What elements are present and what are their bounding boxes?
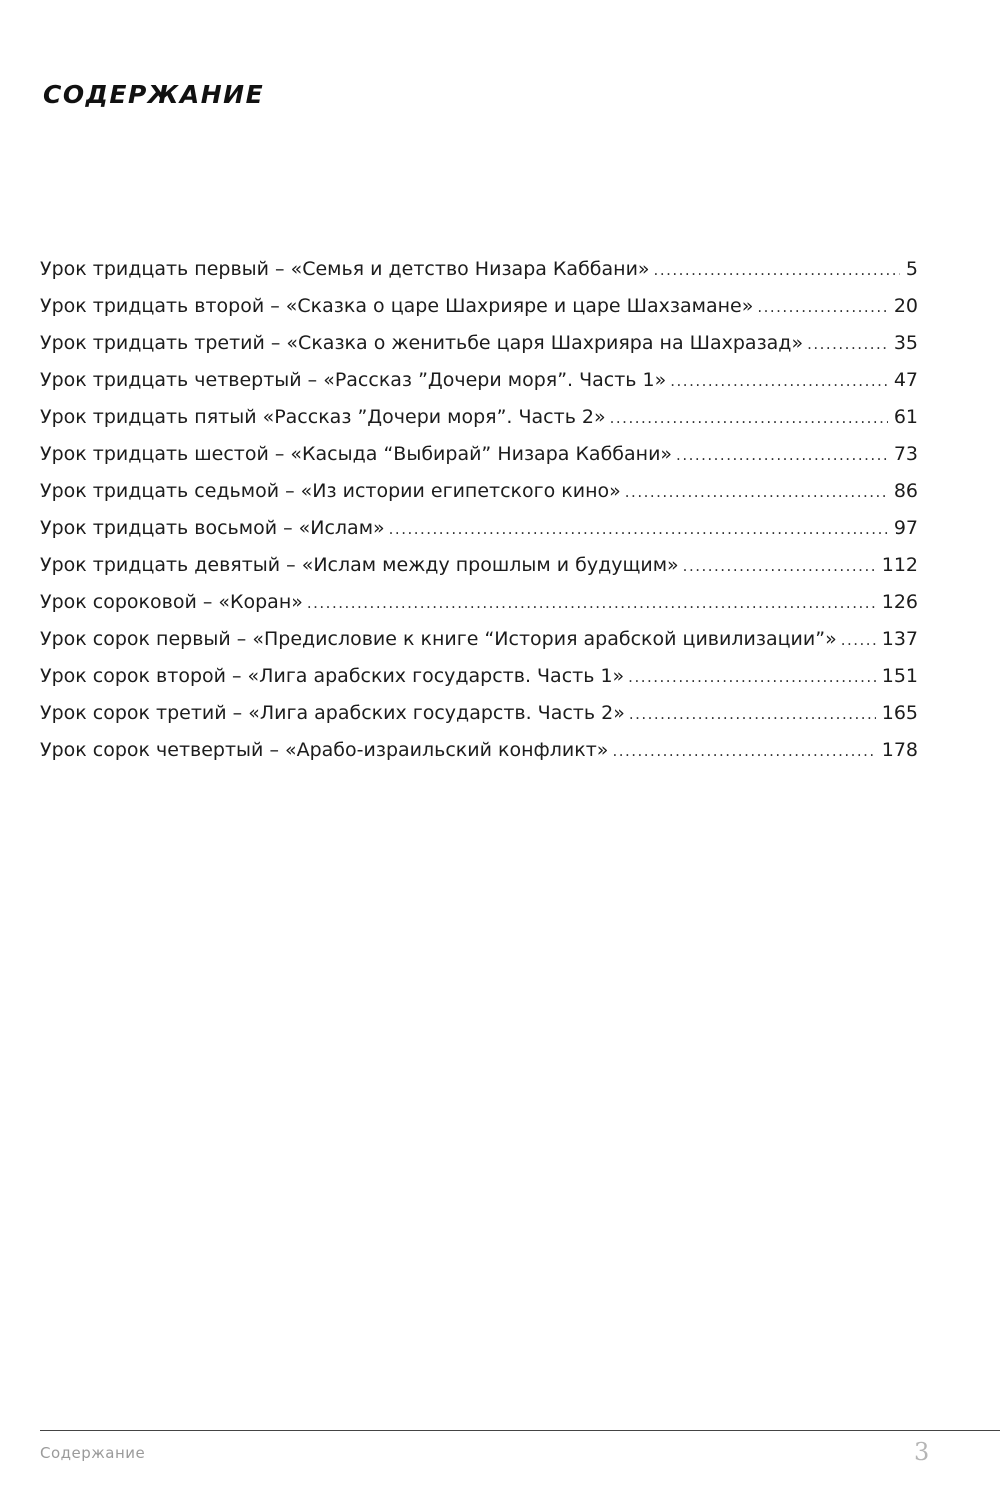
- toc-entry-page: 61: [893, 406, 918, 428]
- toc-entry-page: 178: [881, 739, 918, 761]
- toc-entry-title: Урок сорок четвертый – «Арабо-израильский конфликт»: [40, 739, 609, 761]
- toc-entry: [40, 698, 918, 735]
- toc-entry-page: 151: [881, 665, 918, 687]
- toc-entry-title: Урок тридцать третий – «Сказка о женитьбе царя Шахрияра на Шахразад»: [40, 332, 804, 354]
- toc-entry: [40, 587, 918, 624]
- toc-entry-title: Урок тридцать шестой – «Касыда “Выбирай” Низара Каббани»: [40, 443, 673, 465]
- page-title: СОДЕРЖАНИЕ: [43, 80, 265, 109]
- toc-entry: [40, 735, 918, 772]
- toc-entry-page: 97: [893, 517, 918, 539]
- toc-entry-title: Урок сорок третий – «Лига арабских государств. Часть 2»: [40, 702, 625, 724]
- toc-entry-title: Урок тридцать восьмой – «Ислам»: [40, 517, 385, 539]
- toc-entry-page: 86: [893, 480, 918, 502]
- dot-leader: [610, 403, 888, 433]
- toc-entry: [40, 291, 918, 328]
- toc-entry-title: Урок тридцать первый – «Семья и детство Низара Каббани»: [40, 258, 650, 280]
- toc-entry-title: Урок сорок второй – «Лига арабских государств. Часть 1»: [40, 665, 625, 687]
- toc-entry-page: 5: [905, 258, 918, 280]
- dot-leader: [628, 662, 876, 692]
- toc-entry: [40, 550, 918, 587]
- toc-entry-title: Урок тридцать четвертый – «Рассказ ”Дочери моря”. Часть 1»: [40, 369, 667, 391]
- toc-entry-title: Урок тридцать пятый «Рассказ ”Дочери моря”. Часть 2»: [40, 406, 606, 428]
- toc-entry-title: Урок тридцать второй – «Сказка о царе Шахрияре и царе Шахзамане»: [40, 295, 754, 317]
- toc-entry: [40, 402, 918, 439]
- toc-entry-page: 20: [893, 295, 918, 317]
- toc-entry: [40, 439, 918, 476]
- footer-divider: [40, 1430, 1000, 1431]
- toc-entry-title: Урок сороковой – «Коран»: [40, 591, 303, 613]
- dot-leader: [654, 255, 900, 285]
- footer-page-number: 3: [914, 1438, 930, 1466]
- toc-entry: [40, 624, 918, 661]
- toc-entry-title: Урок сорок первый – «Предисловие к книге “История арабской цивилизации”»: [40, 628, 837, 650]
- dot-leader: [612, 736, 875, 766]
- toc-entry: [40, 476, 918, 513]
- toc-entry-page: 47: [893, 369, 918, 391]
- toc-entry: [40, 661, 918, 698]
- dot-leader: [629, 699, 876, 729]
- toc-entry: [40, 254, 918, 291]
- toc-entry-title: Урок тридцать девятый – «Ислам между прошлым и будущим»: [40, 554, 679, 576]
- dot-leader: [683, 551, 876, 581]
- footer-section-label: Содержание: [40, 1444, 146, 1462]
- toc-entry-page: 73: [893, 443, 918, 465]
- toc-entry-page: 35: [893, 332, 918, 354]
- table-of-contents: [40, 254, 918, 772]
- dot-leader: [625, 477, 888, 507]
- dot-leader: [389, 514, 888, 544]
- toc-entry-page: 165: [881, 702, 918, 724]
- toc-entry-title: Урок тридцать седьмой – «Из истории египетского кино»: [40, 480, 621, 502]
- dot-leader: [757, 292, 887, 322]
- dot-leader: [676, 440, 888, 470]
- dot-leader: [807, 329, 888, 359]
- toc-entry-page: 112: [881, 554, 918, 576]
- toc-entry: [40, 365, 918, 402]
- toc-entry: [40, 328, 918, 365]
- dot-leader: [841, 625, 876, 655]
- toc-entry-page: 137: [881, 628, 918, 650]
- toc-entry: [40, 513, 918, 550]
- dot-leader: [670, 366, 888, 396]
- toc-entry-page: 126: [881, 591, 918, 613]
- dot-leader: [307, 588, 876, 618]
